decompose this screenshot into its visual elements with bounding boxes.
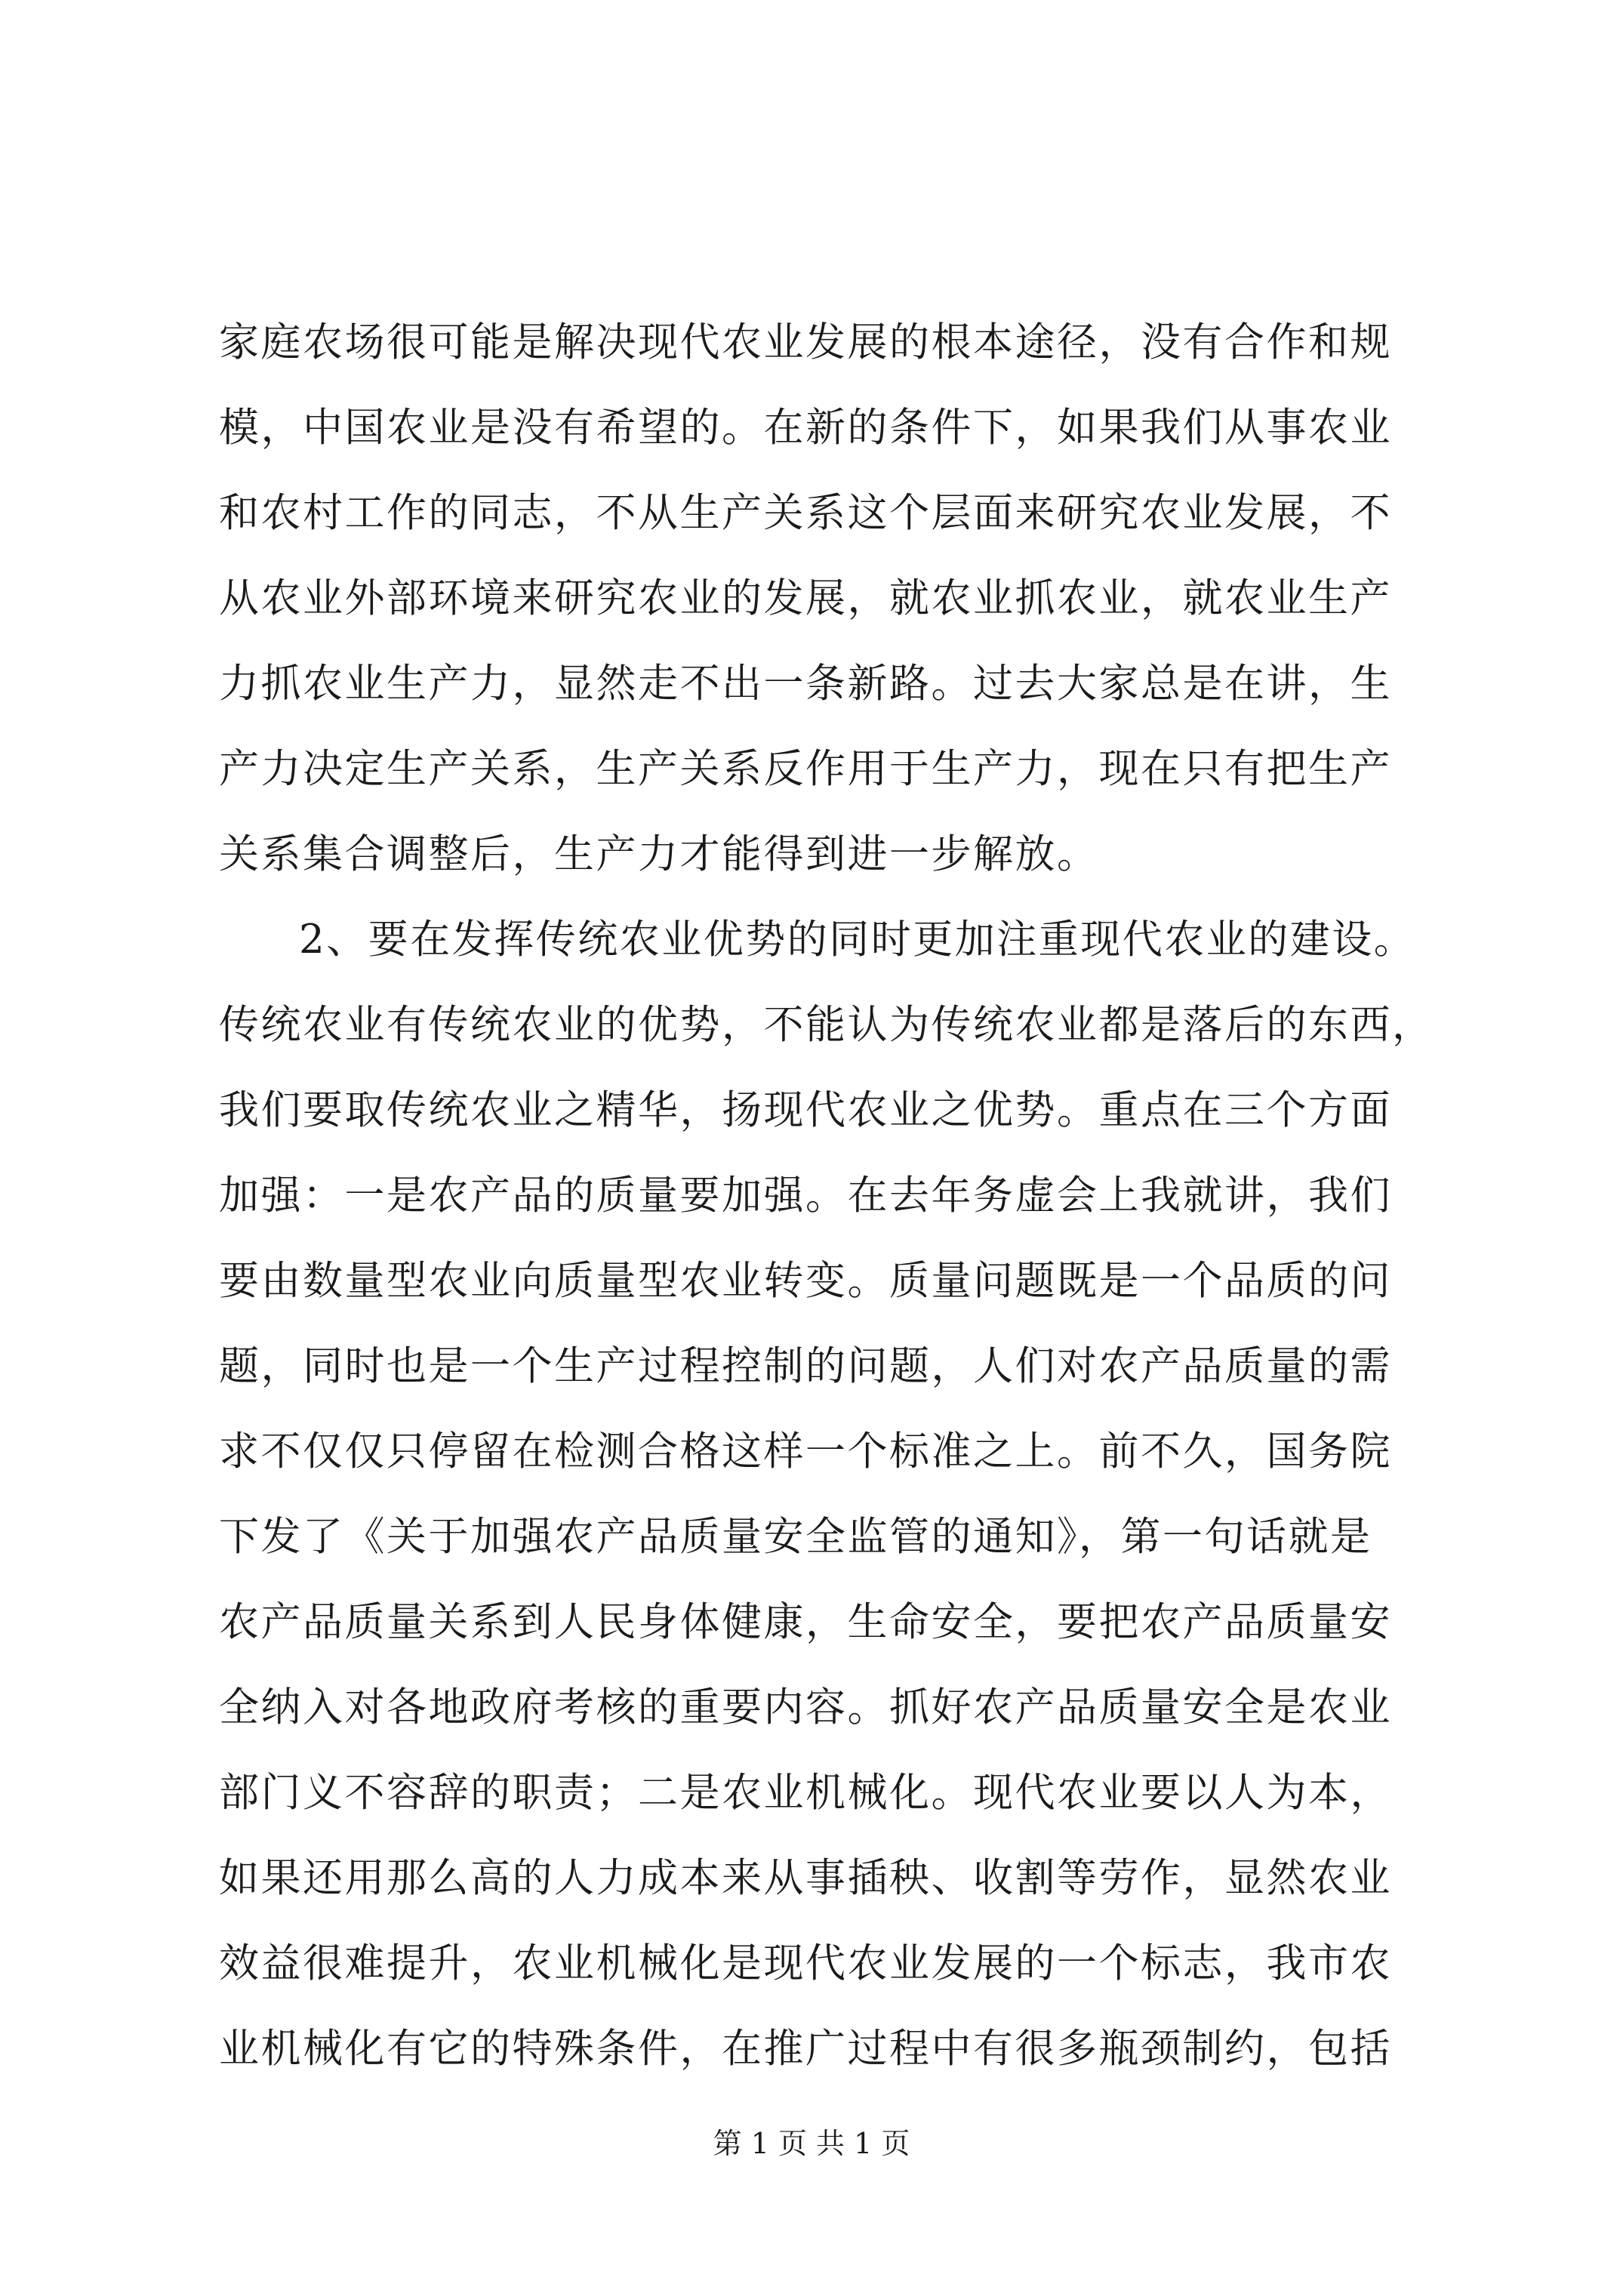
text-line: 下发了《关于加强农产品质量安全监管的通知》，第一句话就是	[219, 1514, 1372, 1560]
text-line: 产力决定生产关系，生产关系反作用于生产力，现在只有把生产	[219, 746, 1392, 792]
text-line: 关系集合调整后，生产力才能得到进一步解放。	[219, 831, 1099, 877]
text-line: 力抓农业生产力，显然走不出一条新路。过去大家总是在讲，生	[219, 661, 1392, 707]
text-line: 求不仅仅只停留在检测合格这样一个标准之上。前不久，国务院	[219, 1428, 1392, 1475]
text-line: 效益很难提升，农业机械化是现代农业发展的一个标志，我市农	[219, 1940, 1392, 1986]
text-line: 要由数量型农业向质量型农业转变。质量问题既是一个品质的问	[219, 1258, 1392, 1304]
text-line: 加强：一是农产品的质量要加强。在去年务虚会上我就讲，我们	[219, 1173, 1392, 1219]
text-line: 家庭农场很可能是解决现代农业发展的根本途径，没有合作和规	[219, 319, 1392, 365]
text-line: 如果还用那么高的人力成本来从事插秧、收割等劳作，显然农业	[219, 1855, 1392, 1901]
page-number-footer: 第 1 页 共 1 页	[713, 2127, 910, 2160]
text-line: 业机械化有它的特殊条件，在推广过程中有很多瓶颈制约，包括	[219, 2026, 1392, 2072]
text-line: 我们要取传统农业之精华，扬现代农业之优势。重点在三个方面	[219, 1087, 1392, 1133]
text-line: 传统农业有传统农业的优势，不能认为传统农业都是落后的东西，	[219, 1002, 1434, 1048]
text-line: 和农村工作的同志，不从生产关系这个层面来研究农业发展，不	[219, 490, 1392, 536]
text-line: 题，同时也是一个生产过程控制的问题，人们对农产品质量的需	[219, 1343, 1392, 1389]
text-line: 部门义不容辞的职责；二是农业机械化。现代农业要以人为本，	[219, 1770, 1392, 1816]
paragraph-heading: 2、要在发挥传统农业优势的同时更加注重现代农业的建设。	[299, 917, 1416, 963]
text-line: 农产品质量关系到人民身体健康，生命安全，要把农产品质量安	[219, 1599, 1392, 1645]
text-line: 从农业外部环境来研究农业的发展，就农业抓农业，就农业生产	[219, 575, 1392, 621]
text-line: 模，中国农业是没有希望的。在新的条件下，如果我们从事农业	[219, 405, 1392, 451]
text-line: 全纳入对各地政府考核的重要内容。抓好农产品质量安全是农业	[219, 1684, 1392, 1730]
